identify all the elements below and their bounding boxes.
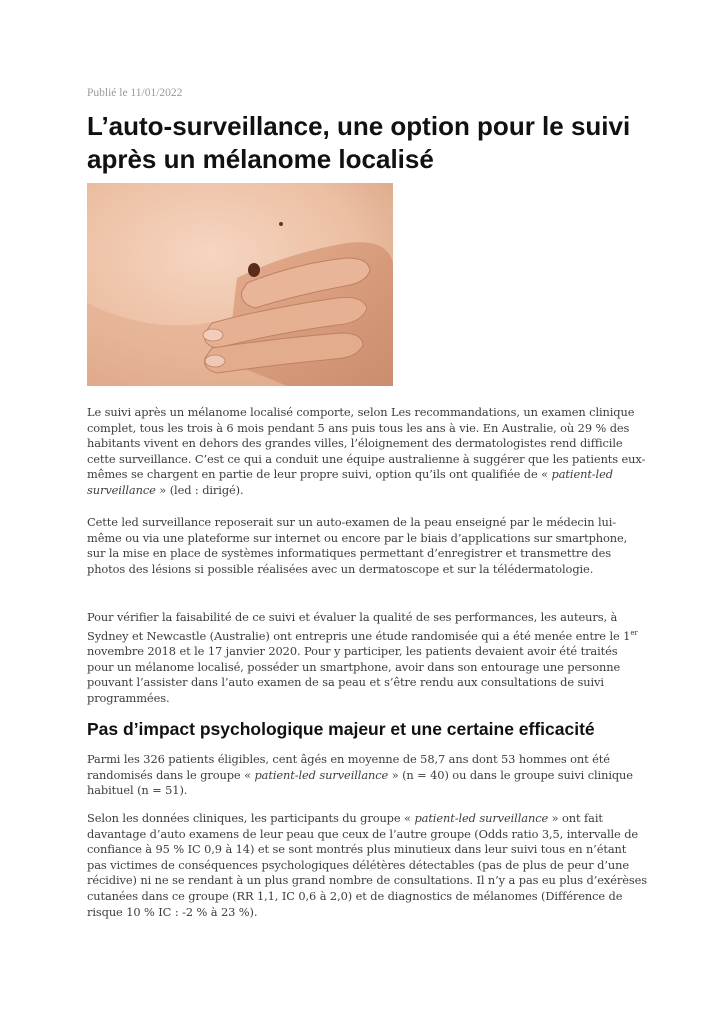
publish-date: Publié le 11/01/2022 xyxy=(87,87,183,99)
article-photo xyxy=(87,183,393,386)
emphasis-term: patient-led surveillance xyxy=(87,467,613,497)
paragraph-text: Pour vérifier la faisabilité de ce suivi et évaluer la qualité de ses performances, les auteurs, à Sydney et Newcastle (Australie) ont entrepris une étude randomisée qui a été menée entre le 1 xyxy=(87,610,631,643)
paragraph-led-surveillance: Cette led surveillance reposerait sur un auto-examen de la peau enseigné par le médecin lui-même ou via une plateforme sur internet ou encore par le biais d’applications sur smartphone, sur la mise en place de systèmes informatiques permettant d’enregistrer et transmettre des photos des lésions si possible réalisées avec un dermatoscope et sur la télédermatologie. xyxy=(87,515,628,576)
paragraph-text: novembre 2018 et le 17 janvier 2020. Pour y participer, les patients devaient avoir été traités pour un mélanome localisé, posséder un smartphone, avoir dans son entourage une personne pouvant l’assister dans l’auto examen de sa peau et s’être rendu aux consultations de suivi programmées. xyxy=(87,643,621,705)
paragraph-text: » (n = 40) ou dans le groupe suivi clinique habituel (n = 51). xyxy=(87,767,633,798)
paragraph-text: Selon les données cliniques, les participants du groupe « xyxy=(87,811,415,825)
paragraph-text: » ont fait davantage d’auto examens de leur peau que ceux de l’autre groupe (Odds ratio 3,5, intervalle de confiance à 95 % IC 0,9 à 14) et se sont montrés plus minutieux dans leur suivi tous en n’étant pas victimes de conséquences psychologiques délétères détectables (pas de plus de peur d’une récidive) ni ne se rendant à un plus grand nombre de consultations. Il n’y a pas eu plus d’exérèses cutanées dans ce groupe (RR 1,1, IC 0,6 à 2,0) et de diagnostics de mélanomes (Différence de risque 10 % IC : -2 % à 23 %). xyxy=(87,811,647,919)
emphasis-term: patient-led surveillance xyxy=(254,767,389,782)
paragraph-results xyxy=(87,811,647,920)
section-heading: Pas d’impact psychologique majeur et une certaine efficacité xyxy=(87,719,595,739)
paragraph-participants xyxy=(87,752,647,799)
paragraph-text: Parmi les 326 patients éligibles, cent âgés en moyenne de 58,7 ans dont 53 hommes ont été randomisés dans le groupe « xyxy=(87,752,610,782)
article-title: L’auto-surveillance, une option pour le suivi après un mélanome localisé xyxy=(87,111,631,174)
paragraph-study xyxy=(87,610,647,706)
paragraph-text: » (led : dirigé). xyxy=(155,482,244,497)
emphasis-term: patient-led surveillance xyxy=(414,811,549,825)
superscript: er xyxy=(630,628,638,637)
paragraph-intro xyxy=(87,405,647,499)
paragraph-text: Le suivi après un mélanome localisé comporte, selon Les recommandations, un examen clinique complet, tous les trois à 6 mois pendant 5 ans puis tous les ans à vie. En Australie, où 29 % des habitants vivent en dehors des grandes villes, l’éloignement des dermatologistes rend difficile cette surveillance. C’est ce qui a conduit une équipe australienne à suggérer que les patients eux-mêmes se chargent en partie de leur propre suivi, option qu’ils ont qualifiée de « xyxy=(87,405,646,482)
